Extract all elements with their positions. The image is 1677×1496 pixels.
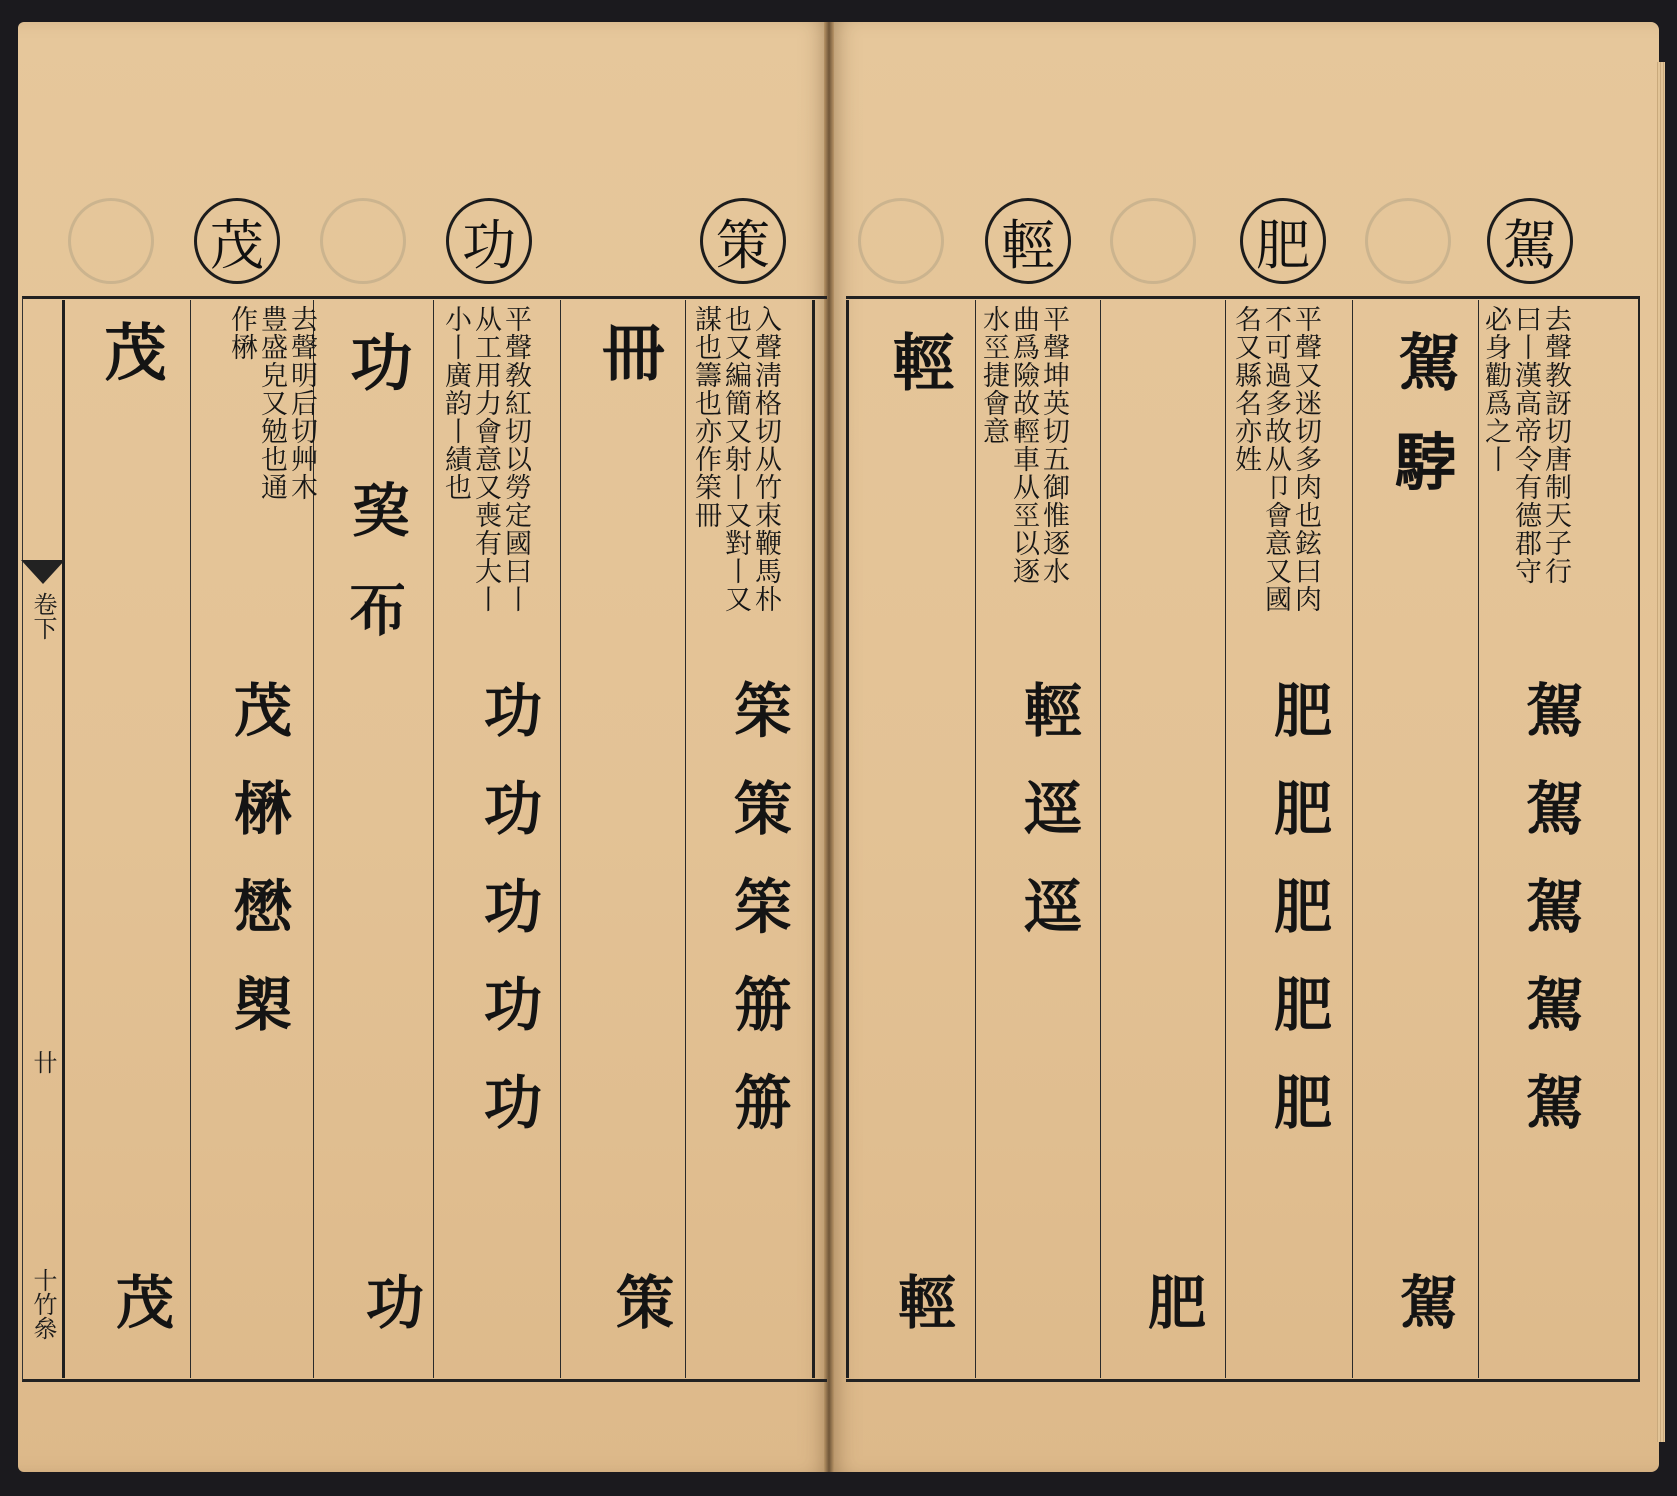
seal-bottom-gong: 功 bbox=[356, 1272, 424, 1370]
seal-forms-jia-2: 駕駕駕駕駕 bbox=[1516, 680, 1584, 1170]
ghost-circle bbox=[320, 198, 406, 284]
note-ce: 入聲淸格切从竹朿鞭馬朴也又編簡又射丨又對丨又謀也籌也亦作筞冊 bbox=[690, 305, 781, 613]
folio-number: 卄 bbox=[29, 1050, 57, 1074]
column-rule bbox=[190, 300, 191, 1378]
ghost-circle bbox=[1110, 198, 1196, 284]
seal-main-gong: 功 bbox=[340, 330, 413, 432]
column-rule bbox=[433, 300, 434, 1378]
seal-forms-fei: 肥肥肥肥肥 bbox=[1264, 680, 1332, 1170]
seal-forms-ce: 筞策筞笧笧 bbox=[724, 680, 792, 1170]
heading-mao: 茂 bbox=[194, 198, 280, 284]
ghost-circle bbox=[68, 198, 154, 284]
studio-mark: 十竹㕘 bbox=[29, 1268, 57, 1340]
heading-jia: 駕 bbox=[1487, 198, 1573, 284]
column-rule bbox=[1478, 300, 1479, 1378]
note-fei: 平聲又迷切多肉也鉉曰肉不可過多故从卩會意又國名又縣名亦姓 bbox=[1230, 305, 1321, 613]
column-rule bbox=[560, 300, 561, 1378]
seal-main-mao: 茂 bbox=[94, 320, 167, 422]
column-rule bbox=[1225, 300, 1226, 1378]
seal-main-ce: 冊 bbox=[592, 320, 665, 422]
column-rule bbox=[1352, 300, 1353, 1378]
ghost-circle bbox=[1365, 198, 1451, 284]
seal-forms-jia-1: 駕𩣡 bbox=[1388, 330, 1461, 534]
heading-qing: 輕 bbox=[985, 198, 1071, 284]
seal-forms-qing: 輕逕逕 bbox=[1014, 680, 1082, 974]
volume-label: 卷下 bbox=[29, 592, 57, 640]
column-rule bbox=[812, 300, 815, 1378]
fish-tail-mark bbox=[21, 560, 65, 584]
seal-forms-mao: 茂楙懋㮾 bbox=[224, 680, 292, 1072]
seal-bottom-jia: 駕 bbox=[1390, 1272, 1458, 1370]
ghost-circle bbox=[858, 198, 944, 284]
seal-bottom-ce: 策 bbox=[606, 1272, 674, 1370]
seal-forms-gong-2: 功功功功功 bbox=[474, 680, 542, 1170]
note-qing: 平聲坤英切五御惟逐水曲爲險故輕車从巠以逐水巠捷會意 bbox=[978, 305, 1069, 585]
seal-main-qing: 輕 bbox=[882, 330, 955, 432]
seal-bottom-mao: 茂 bbox=[106, 1272, 174, 1370]
seal-bottom-fei: 肥 bbox=[1138, 1272, 1206, 1370]
note-jia: 去聲教訝切唐制天子行曰丨漢高帝令有德郡守必身勸爲之丨 bbox=[1480, 305, 1571, 585]
column-rule bbox=[846, 300, 849, 1378]
heading-gong: 功 bbox=[446, 198, 532, 284]
seal-forms-gong-1: 巭𢁓 bbox=[342, 480, 410, 676]
heading-ce: 策 bbox=[700, 198, 786, 284]
seal-bottom-qing: 輕 bbox=[888, 1272, 956, 1370]
note-mao: 去聲明后切艸木豊盛皃又勉也通作楙 bbox=[226, 305, 317, 501]
column-rule bbox=[1100, 300, 1101, 1378]
heading-fei: 肥 bbox=[1240, 198, 1326, 284]
column-rule bbox=[975, 300, 976, 1378]
column-rule bbox=[62, 300, 65, 1378]
column-rule bbox=[685, 300, 686, 1378]
note-gong: 平聲敎紅切以勞定國曰丨从工用力會意又喪有大丨小丨廣韵丨績也 bbox=[440, 305, 531, 613]
